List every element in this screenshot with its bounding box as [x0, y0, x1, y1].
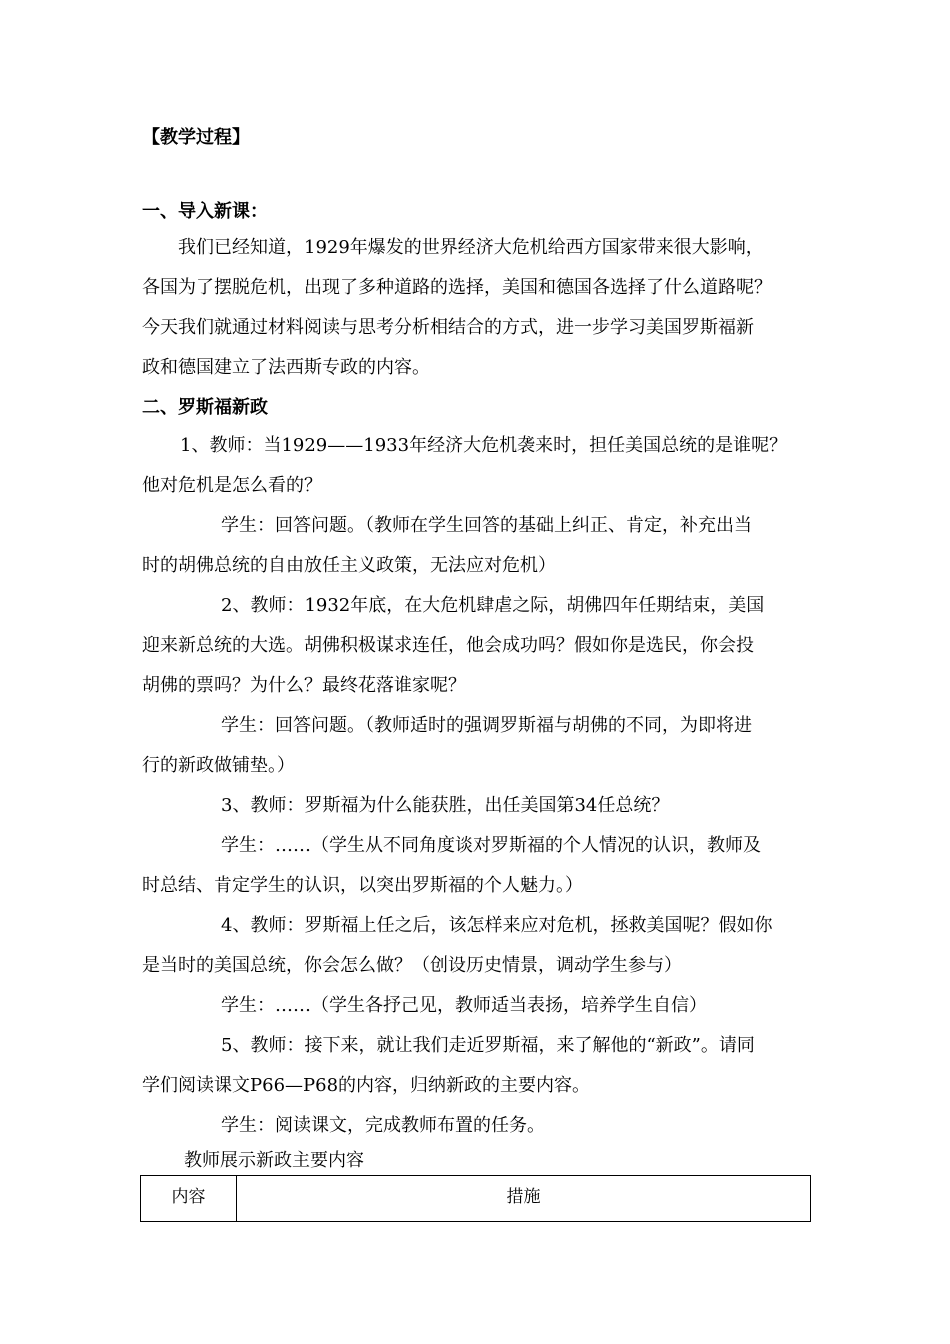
- paragraph-line: 2、教师：1932年底，在大危机肆虐之际，胡佛四年任期结束，美国: [221, 595, 765, 616]
- table-header-measures: 措施: [237, 1176, 811, 1222]
- paragraph-line: 学们阅读课文P66—P68的内容，归纳新政的主要内容。: [142, 1075, 591, 1096]
- paragraph-line: 各国为了摆脱危机，出现了多种道路的选择，美国和德国各选择了什么道路呢？: [142, 277, 772, 298]
- part2-heading: 二、罗斯福新政: [142, 397, 268, 418]
- part1-heading: 一、导入新课：: [142, 201, 268, 222]
- paragraph-line: 时的胡佛总统的自由放任主义政策，无法应对危机）: [142, 555, 556, 576]
- paragraph-line: 学生：回答问题。（教师在学生回答的基础上纠正、肯定，补充出当: [221, 515, 752, 536]
- paragraph-line: 学生：……（学生各抒己见，教师适当表扬，培养学生自信）: [221, 995, 707, 1016]
- paragraph-line: 学生：阅读课文，完成教师布置的任务。: [221, 1115, 545, 1136]
- paragraph-line: 4、教师：罗斯福上任之后，该怎样来应对危机，拯救美国呢？假如你: [221, 915, 773, 936]
- paragraph-line: 他对危机是怎么看的？: [142, 475, 322, 496]
- paragraph-line: 是当时的美国总统，你会怎么做？（创设历史情景，调动学生参与）: [142, 955, 682, 976]
- table-caption: 教师展示新政主要内容: [184, 1150, 364, 1171]
- paragraph-line: 今天我们就通过材料阅读与思考分析相结合的方式，进一步学习美国罗斯福新: [142, 317, 754, 338]
- paragraph-line: 学生：……（学生从不同角度谈对罗斯福的个人情况的认识，教师及: [221, 835, 761, 856]
- paragraph-line: 政和德国建立了法西斯专政的内容。: [142, 357, 430, 378]
- paragraph-line: 迎来新总统的大选。胡佛积极谋求连任，他会成功吗？假如你是选民，你会投: [142, 635, 754, 656]
- paragraph-line: 时总结、肯定学生的认识，以突出罗斯福的个人魅力。）: [142, 875, 583, 896]
- paragraph-line: 学生：回答问题。（教师适时的强调罗斯福与胡佛的不同，为即将进: [221, 715, 752, 736]
- paragraph-line: 胡佛的票吗？为什么？最终花落谁家呢？: [142, 675, 466, 696]
- paragraph-line: 3、教师：罗斯福为什么能获胜，出任美国第34任总统？: [221, 795, 670, 816]
- table-header-content: 内容: [141, 1176, 237, 1222]
- paragraph-line: 行的新政做铺垫。）: [142, 755, 295, 776]
- paragraph-line: 我们已经知道，1929年爆发的世界经济大危机给西方国家带来很大影响，: [178, 237, 764, 258]
- new-deal-table: [140, 1175, 811, 1222]
- paragraph-line: 1、教师：当1929——1933年经济大危机袭来时，担任美国总统的是谁呢？: [180, 435, 788, 456]
- table-header-row: [141, 1176, 811, 1222]
- paragraph-line: 5、教师：接下来，就让我们走近罗斯福，来了解他的“新政”。请同: [221, 1035, 755, 1056]
- section-title: 【教学过程】: [142, 127, 250, 148]
